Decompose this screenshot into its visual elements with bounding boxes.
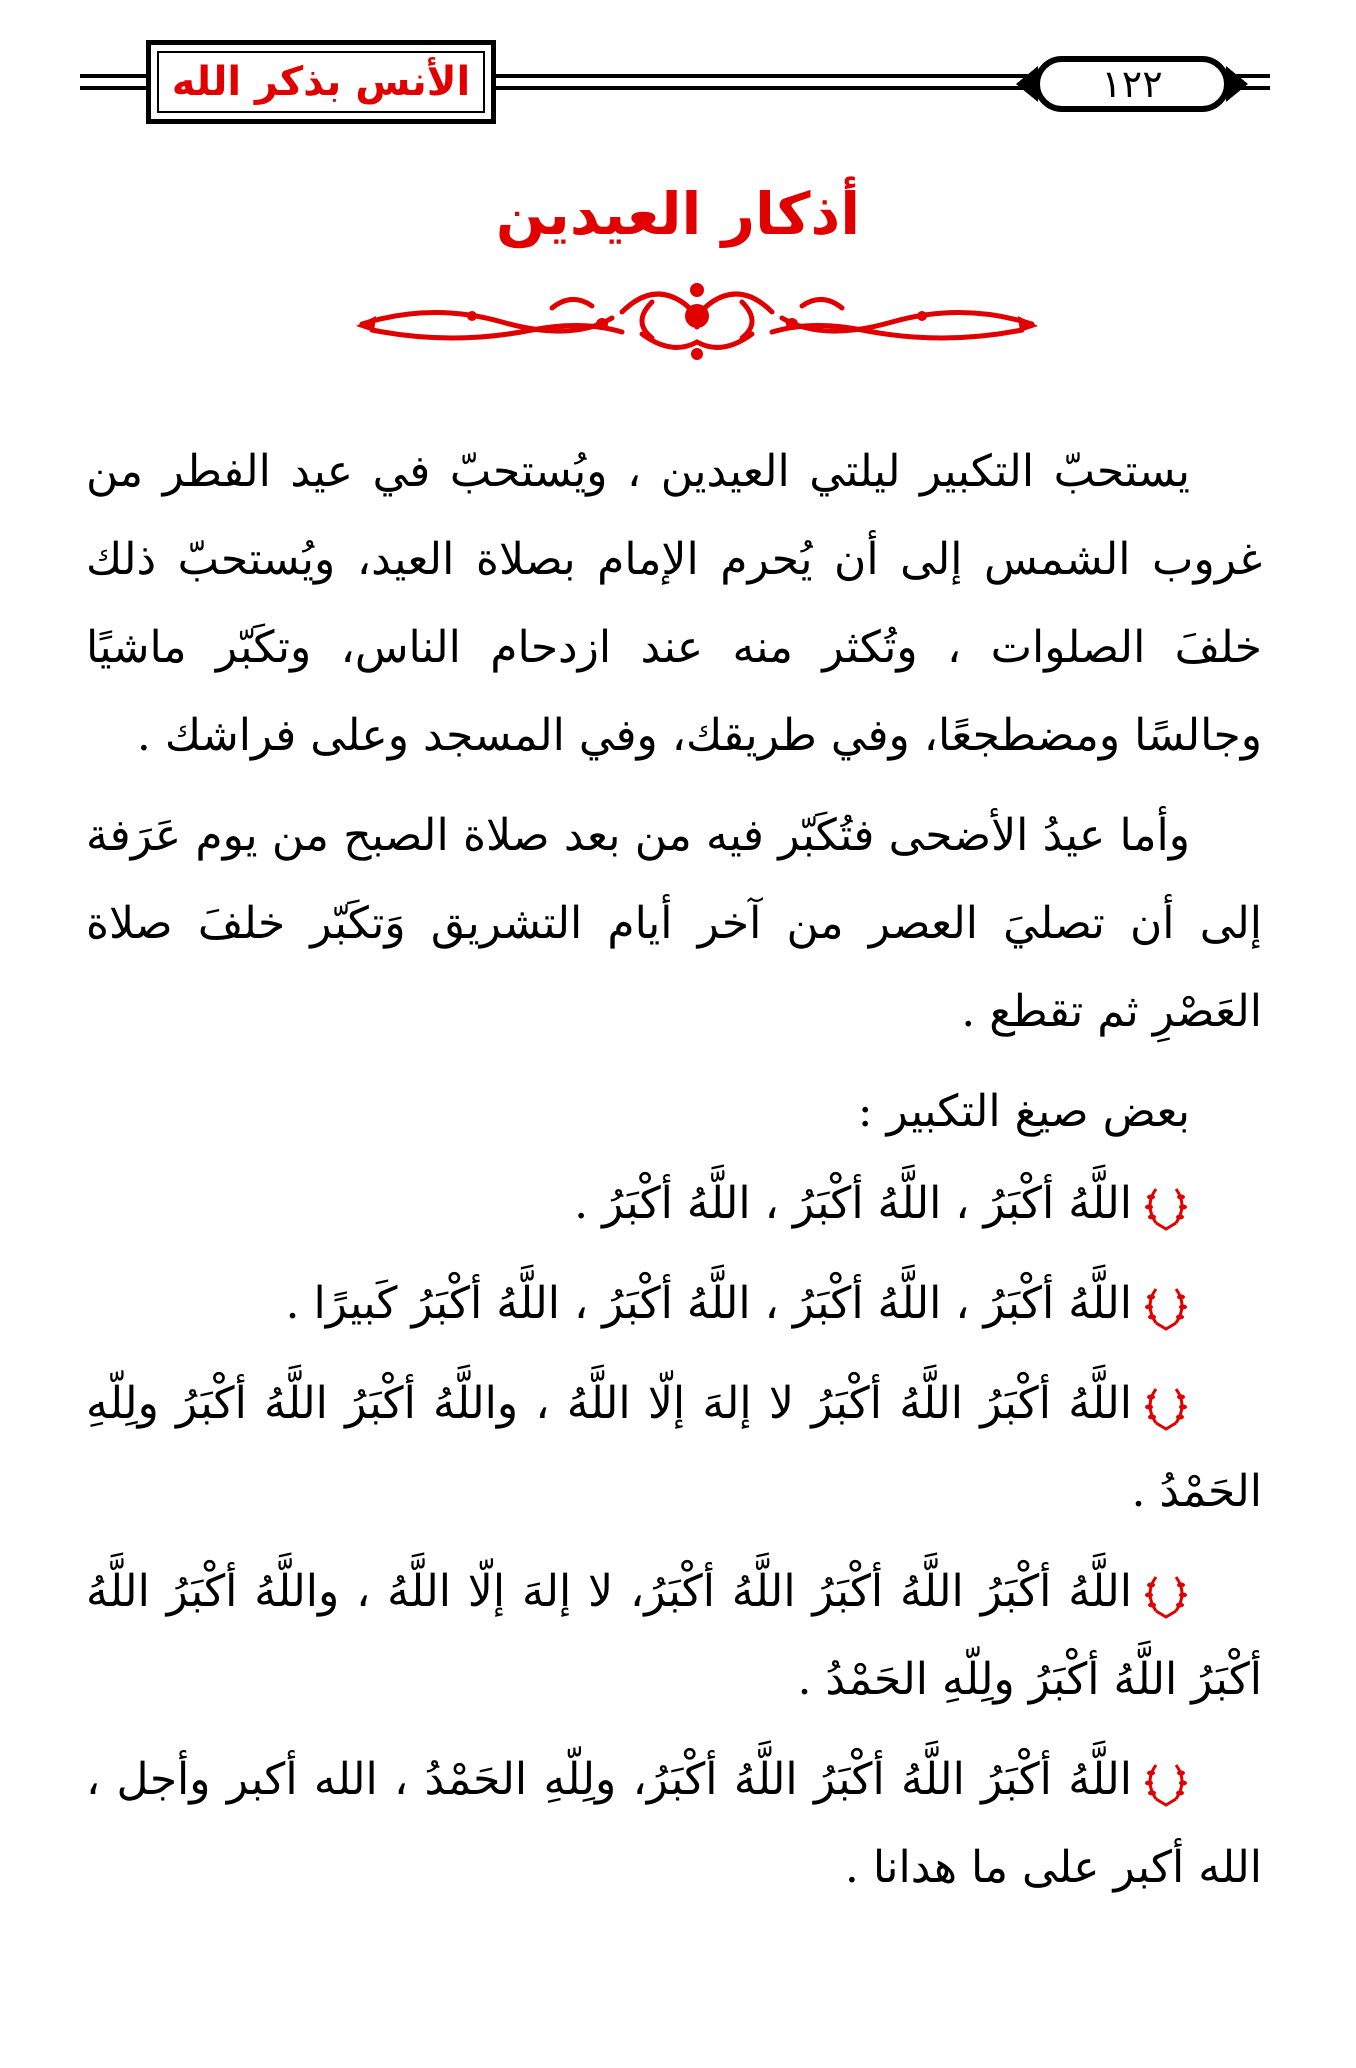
takbir-form-5-text: اللَّهُ أكْبَرُ اللَّهُ أكْبَرُ اللَّهُ أكْبَرُ، ولِلّهِ الحَمْدُ ، الله أكبر وأجل ، الله أكبر على ما هدانا . (86, 1754, 1262, 1893)
paragraph-eid-adha: وأما عيدُ الأضحى فتُكَبّر فيه من بعد صلاة الصبح من يوم عَرَفة إلى أن تصليَ العصر من آخر أيام التشريق وَتكَبّر خلفَ صلاة العَصْرِ ثم تقطع . (86, 810, 1262, 1037)
paragraph-eid-fitr: يستحبّ التكبير ليلتي العيدين ، ويُستحبّ في عيد الفطر من غروب الشمس إلى أن يُحرم الإمام بصلاة العيد، ويُستحبّ ذلك خلفَ الصلوات ، وتُكثر منه عند ازدحام الناس، وتكَبّر ماشيًا وجالسًا ومضطجعًا، وفي طريقك، وفي المسجد وعلى فراشك . (86, 446, 1262, 761)
book-title-inner-frame (157, 51, 485, 113)
wreath-icon (1142, 1759, 1190, 1807)
wreath-icon (1142, 1283, 1190, 1331)
takbir-form-1-text: اللَّهُ أكْبَرُ ، اللَّهُ أكْبَرُ ، اللَّهُ أكْبَرُ . (574, 1178, 1132, 1229)
body-text (86, 428, 1262, 1924)
takbir-form-3-text: اللَّهُ أكْبَرُ اللَّهُ أكْبَرُ لا إلهَ إلّا اللَّهُ ، واللَّهُ أكْبَرُ اللَّهُ أكْبَرُ ولِلّهِ الحَمْدُ . (86, 1378, 1262, 1517)
floral-divider-icon (352, 272, 1042, 362)
book-title-frame (146, 40, 496, 124)
takbir-form-2 (86, 1260, 1262, 1348)
takbir-form-1 (86, 1160, 1262, 1248)
wreath-icon (1142, 1383, 1190, 1431)
subheading-takbir-forms: بعض صيغ التكبير : (857, 1086, 1190, 1137)
takbir-form-2-text: اللَّهُ أكْبَرُ ، اللَّهُ أكْبَرُ ، اللَّهُ أكْبَرُ ، اللَّهُ أكْبَرُ كَبيرًا . (285, 1278, 1132, 1329)
wreath-icon (1142, 1183, 1190, 1231)
section-heading: أذكار العيدين (495, 180, 861, 248)
takbir-form-4-text: اللَّهُ أكْبَرُ اللَّهُ أكْبَرُ اللَّهُ أكْبَرُ، لا إلهَ إلّا اللَّهُ ، واللَّهُ أكْبَرُ اللَّهُ أكْبَرُ اللَّهُ أكْبَرُ ولِلّهِ الحَمْدُ . (86, 1566, 1262, 1705)
takbir-form-5 (86, 1736, 1262, 1912)
takbir-form-4 (86, 1548, 1262, 1724)
page-number-badge (1034, 56, 1230, 112)
wreath-icon (1142, 1571, 1190, 1619)
takbir-form-3 (86, 1360, 1262, 1536)
book-title: الأنس بذكر الله (171, 59, 471, 105)
page-number: ١٢٢ (1101, 62, 1163, 106)
